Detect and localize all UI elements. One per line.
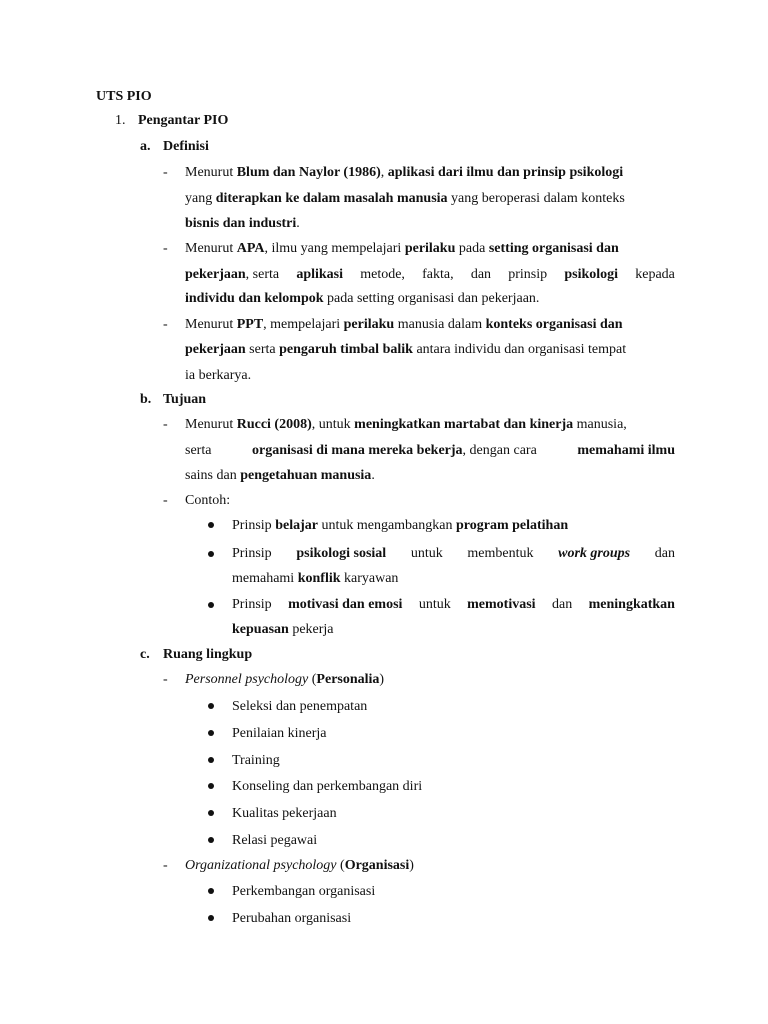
- scope-category: Personnel psychology (Personalia): [185, 672, 385, 687]
- subsection-heading: Ruang lingkup: [163, 647, 253, 662]
- example-item: Prinsip psikologi sosial untuk membentuk work groups dan: [232, 546, 675, 561]
- scope-item: Seleksi dan penempatan: [232, 699, 368, 714]
- bullet-marker: [208, 783, 214, 789]
- subsection-letter: a.: [140, 139, 151, 154]
- section-number: 1.: [115, 113, 126, 128]
- dash-marker: -: [163, 672, 168, 687]
- goal-line: sains dan pengetahuan manusia.: [185, 468, 375, 483]
- subsection-heading: Tujuan: [163, 392, 207, 407]
- definition-line: Menurut Blum dan Naylor (1986), aplikasi dari ilmu dan prinsip psikologi: [185, 165, 624, 180]
- scope-category: Organizational psychology (Organisasi): [185, 858, 414, 873]
- dash-marker: -: [163, 858, 168, 873]
- bullet-marker: [208, 810, 214, 816]
- scope-item: Relasi pegawai: [232, 833, 318, 848]
- bullet-marker: [208, 522, 214, 528]
- bullet-marker: [208, 730, 214, 736]
- scope-item: Kualitas pekerjaan: [232, 806, 337, 821]
- document-title: UTS PIO: [96, 89, 152, 104]
- goal-line: serta organisasi di mana mereka bekerja, dengan cara memahami ilmu: [185, 443, 675, 458]
- bullet-marker: [208, 837, 214, 843]
- bullet-marker: [208, 551, 214, 557]
- section-heading: Pengantar PIO: [138, 113, 229, 128]
- dash-marker: -: [163, 165, 168, 180]
- definition-line: bisnis dan industri.: [185, 216, 300, 231]
- scope-item: Perubahan organisasi: [232, 911, 352, 926]
- example-item-continued: memahami konflik karyawan: [232, 571, 399, 586]
- scope-item: Perkembangan organisasi: [232, 884, 376, 899]
- bullet-marker: [208, 915, 214, 921]
- definition-line: pekerjaan serta pengaruh timbal balik antara individu dan organisasi tempat: [185, 342, 627, 357]
- dash-marker: -: [163, 493, 168, 508]
- example-item: Prinsip belajar untuk mengambangkan program pelatihan: [232, 518, 569, 533]
- dash-marker: -: [163, 317, 168, 332]
- definition-line: pekerjaan, serta aplikasi metode, fakta, dan prinsip psikologi kepada: [185, 267, 675, 282]
- example-item-continued: kepuasan pekerja: [232, 622, 334, 637]
- example-item: Prinsip motivasi dan emosi untuk memotivasi dan meningkatkan: [232, 597, 675, 612]
- definition-line: ia berkarya.: [185, 368, 252, 383]
- definition-line: Menurut APA, ilmu yang mempelajari perilaku pada setting organisasi dan: [185, 241, 619, 256]
- example-label: Contoh:: [185, 493, 231, 508]
- scope-item: Penilaian kinerja: [232, 726, 327, 741]
- dash-marker: -: [163, 241, 168, 256]
- bullet-marker: [208, 888, 214, 894]
- bullet-marker: [208, 757, 214, 763]
- subsection-letter: b.: [140, 392, 152, 407]
- bullet-marker: [208, 703, 214, 709]
- bullet-marker: [208, 602, 214, 608]
- definition-line: yang diterapkan ke dalam masalah manusia yang beroperasi dalam konteks: [185, 191, 625, 206]
- subsection-letter: c.: [140, 647, 150, 662]
- dash-marker: -: [163, 417, 168, 432]
- subsection-heading: Definisi: [163, 139, 209, 154]
- definition-line: Menurut PPT, mempelajari perilaku manusia dalam konteks organisasi dan: [185, 317, 623, 332]
- scope-item: Konseling dan perkembangan diri: [232, 779, 423, 794]
- goal-line: Menurut Rucci (2008), untuk meningkatkan martabat dan kinerja manusia,: [185, 417, 627, 432]
- definition-line: individu dan kelompok pada setting organisasi dan pekerjaan.: [185, 291, 540, 306]
- scope-item: Training: [232, 753, 280, 768]
